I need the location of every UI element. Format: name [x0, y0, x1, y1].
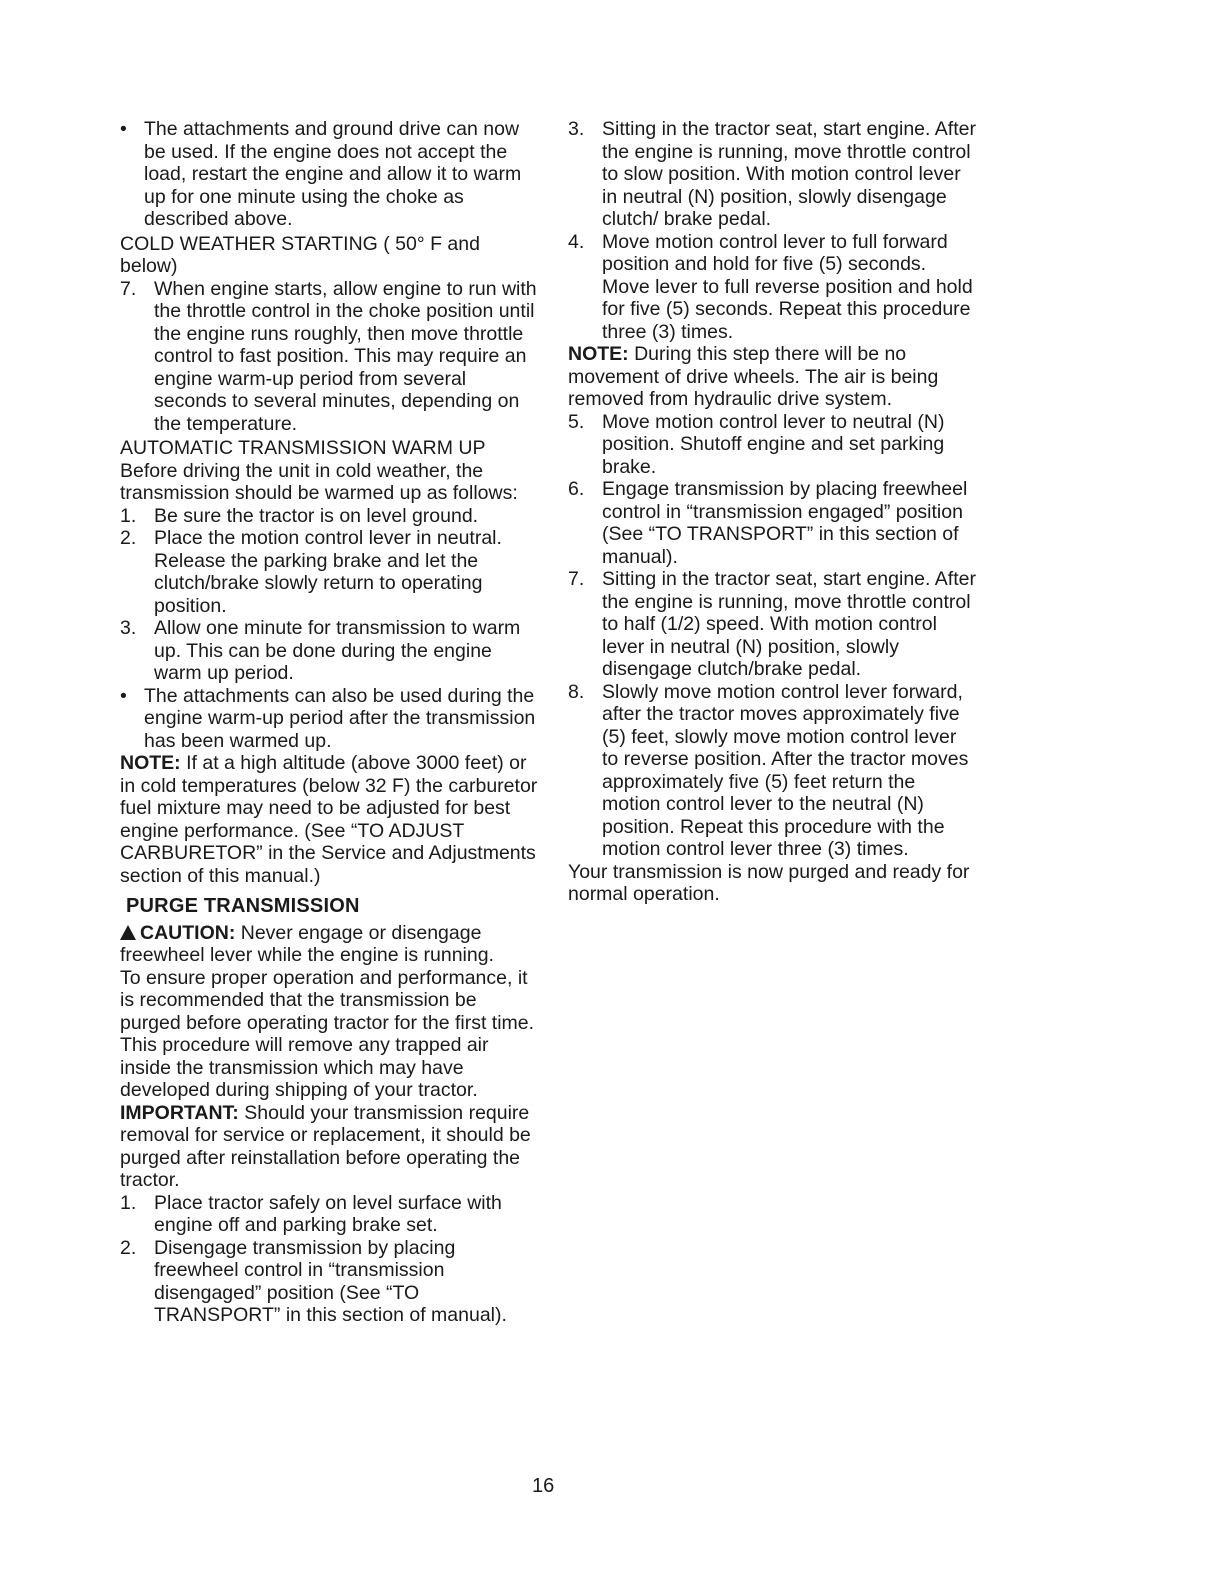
note-altitude: NOTE: If at a high altitude (above 3000 feet) or in cold temperatures (below 32 F) the carburetor fuel mixture may need to be adjusted for best engine performance. (See “TO ADJUST CARBURETOR” in the Service and Adjustments section of this manual.): [120, 752, 538, 887]
important-note: IMPORTANT: Should your transmission require removal for service or replacement, it should be purged after reinstallation before operating the tractor.: [120, 1101, 531, 1191]
step-number: 7.: [120, 277, 137, 300]
note-label: NOTE:: [120, 752, 181, 774]
step-7-cold-weather: 7. When engine starts, allow engine to run with the throttle control in the choke position until the engine runs roughly, then move throttle control to fast position. This may require an engine warm-up period from several seconds to several minutes, depending on the temperature.: [120, 277, 537, 435]
bullet-attachments-ground-drive: • The attachments and ground drive can now be used. If the engine does not accept the load, restart the engine and allow it to warm up for one minute using the choke as described above.: [120, 118, 522, 230]
important-label: IMPORTANT:: [120, 1101, 239, 1124]
note-label: NOTE:: [568, 343, 629, 365]
purge-step-5: 5. Move motion control lever to neutral (N) position. Shutoff engine and set parking brake.: [568, 410, 945, 478]
purge-step-2: 2. Disengage transmission by placing freewheel control in “transmission disengaged” position (See “TO TRANSPORT” in this section of manual).: [120, 1236, 507, 1326]
caution-block: CAUTION: Never engage or disengage freewheel lever while the engine is running.: [120, 921, 494, 966]
purge-transmission-heading: PURGE TRANSMISSION: [126, 895, 360, 917]
purge-step-7: 7. Sitting in the tractor seat, start engine. After the engine is running, move throttle control to half (1/2) speed. With motion control lever in neutral (N) position, slowly disengage clutch/brake pedal.: [568, 568, 976, 680]
warning-triangle-icon: [120, 925, 136, 940]
auto-transmission-intro: Before driving the unit in cold weather, the transmission should be warmed up as follows:: [120, 459, 518, 504]
bullet-marker: •: [120, 684, 127, 707]
purge-step-1: 1. Place tractor safely on level surface with engine off and parking brake set.: [120, 1191, 502, 1236]
warmup-step-3: 3. Allow one minute for transmission to warm up. This can be done during the engine warm up period.: [120, 617, 521, 684]
bullet-marker: •: [120, 118, 127, 140]
warmup-step-2: 2. Place the motion control lever in neutral. Release the parking brake and let the clutch/brake slowly return to operating position.: [120, 527, 502, 617]
auto-transmission-heading: AUTOMATIC TRANSMISSION WARM UP: [120, 437, 486, 459]
purge-intro: To ensure proper operation and performance, it is recommended that the transmission be purged before operating tractor for the first time. This procedure will remove any trapped air inside the transmission which may have developed during shipping of your tractor.: [120, 966, 535, 1101]
caution-label: CAUTION:: [140, 921, 236, 944]
purge-step-8: 8. Slowly move motion control lever forward, after the tractor moves approximately five (5) feet, slowly move motion control lever to reverse position. After the tractor moves approximately five (5) feet return the motion control lever to the neutral (N) position. Repeat this procedure with the motion control lever three (3) times.: [568, 680, 969, 860]
purge-step-3: 3. Sitting in the tractor seat, start engine. After the engine is running, move throttle control to slow position. With motion control lever in neutral (N) position, slowly disengage clutch/ brake pedal.: [568, 118, 976, 230]
page-number: 16: [532, 1475, 555, 1497]
closing-statement: Your transmission is now purged and ready for normal operation.: [568, 860, 970, 905]
bullet-attachments-warmup: • The attachments can also be used during the engine warm-up period after the transmission has been warmed up.: [120, 684, 536, 752]
purge-step-4: 4. Move motion control lever to full forward position and hold for five (5) seconds. Move lever to full reverse position and hold for five (5) seconds. Repeat this procedure three (3) times.: [568, 230, 973, 343]
purge-step-6: 6. Engage transmission by placing freewheel control in “transmission engaged” position (See “TO TRANSPORT” in this section of manual).: [568, 478, 968, 568]
note-drive-wheels: NOTE: During this step there will be no movement of drive wheels. The air is being removed from hydraulic drive system.: [568, 343, 939, 410]
left-column: [120, 118, 540, 1327]
cold-weather-heading: COLD WEATHER STARTING ( 50° F and below): [120, 232, 480, 277]
warmup-step-1: 1. Be sure the tractor is on level ground.: [120, 504, 479, 527]
right-column: [568, 118, 978, 906]
